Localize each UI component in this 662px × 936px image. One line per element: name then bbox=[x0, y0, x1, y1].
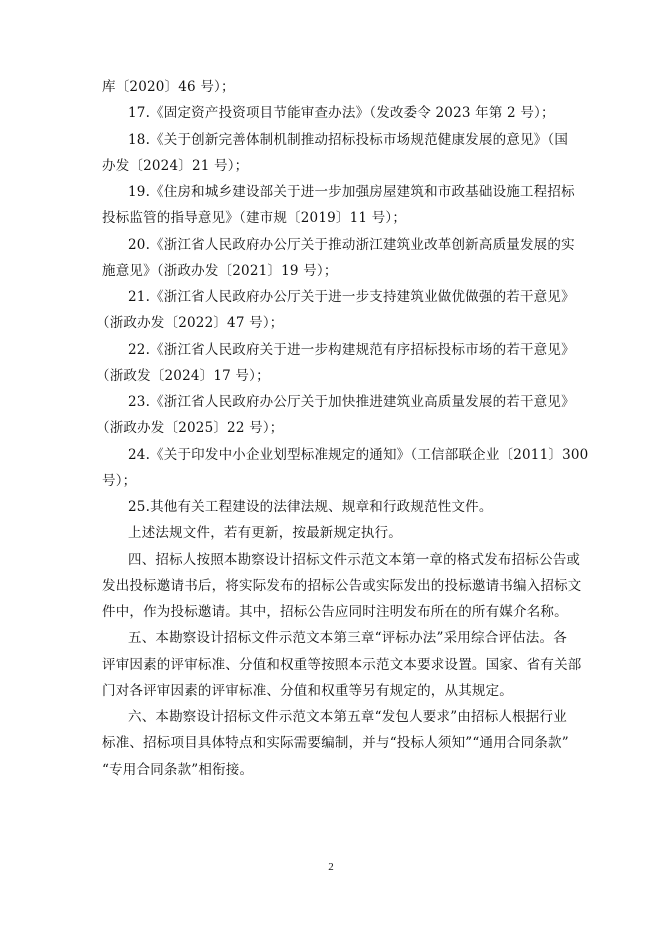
text-line: 22.《浙江省人民政府关于进一步构建规范有序招标投标市场的若干意见》 bbox=[128, 342, 575, 358]
text-line: 17.《固定资产投资项目节能审查办法》（发改委令 2023 年第 2 号）； bbox=[128, 105, 555, 121]
text-line: 五、本勘察设计招标文件示范文本第三章“评标办法”采用综合评估法。各 bbox=[128, 630, 567, 646]
text-line: 19.《住房和城乡建设部关于进一步加强房屋建筑和市政基础设施工程招标 bbox=[128, 184, 575, 200]
text-line: “专用合同条款”相衔接。 bbox=[102, 762, 254, 778]
text-line: 21.《浙江省人民政府办公厅关于进一步支持建筑业做优做强的若干意见》 bbox=[128, 289, 575, 305]
text-line: 投标监管的指导意见》（建市规〔2019〕11 号）； bbox=[102, 210, 407, 226]
text-line: （浙政发〔2024〕17 号）； bbox=[96, 368, 270, 384]
text-line: 门对各评审因素的评审标准、分值和权重等另有规定的，从其规定。 bbox=[102, 683, 513, 699]
text-line: 库〔2020〕46 号）； bbox=[102, 79, 235, 95]
text-line: 上述法规文件，若有更新，按最新规定执行。 bbox=[128, 525, 402, 541]
text-line: 办发〔2024〕21 号）； bbox=[102, 158, 249, 174]
text-line: 号）； bbox=[102, 473, 137, 489]
page-number: 2 bbox=[328, 861, 334, 873]
text-line: 25.其他有关工程建设的法律法规、规章和行政规范性文件。 bbox=[128, 499, 493, 515]
text-line: 施意见》（浙政办发〔2021〕19 号）； bbox=[102, 263, 338, 279]
text-line: （浙政办发〔2025〕22 号）； bbox=[96, 420, 284, 436]
text-line: 件中，作为投标邀请。其中，招标公告应同时注明发布所在的所有媒介名称。 bbox=[102, 604, 568, 620]
text-line: 标准、招标项目具体特点和实际需要编制，并与“投标人须知”“通用合同条款” bbox=[102, 735, 569, 751]
text-line: 24.《关于印发中小企业划型标准规定的通知》（工信部联企业〔2011〕300 bbox=[128, 447, 589, 463]
text-line: 四、招标人按照本勘察设计招标文件示范文本第一章的格式发布招标公告或 bbox=[128, 552, 581, 568]
text-line: 20.《浙江省人民政府办公厅关于推动浙江建筑业改革创新高质量发展的实 bbox=[128, 237, 575, 253]
text-line: 发出投标邀请书后，将实际发布的招标公告或实际发出的投标邀请书编入招标文 bbox=[102, 578, 582, 594]
text-line: 23.《浙江省人民政府办公厅关于加快推进建筑业高质量发展的若干意见》 bbox=[128, 394, 575, 410]
text-line: 六、本勘察设计招标文件示范文本第五章“发包人要求”由招标人根据行业 bbox=[128, 709, 567, 725]
text-line: 18.《关于创新完善体制机制推动招标投标市场规范健康发展的意见》（国 bbox=[128, 132, 569, 148]
text-line: （浙政办发〔2022〕47 号）； bbox=[96, 315, 284, 331]
text-line: 评审因素的评审标准、分值和权重等按照本示范文本要求设置。国家、省有关部 bbox=[102, 657, 582, 673]
